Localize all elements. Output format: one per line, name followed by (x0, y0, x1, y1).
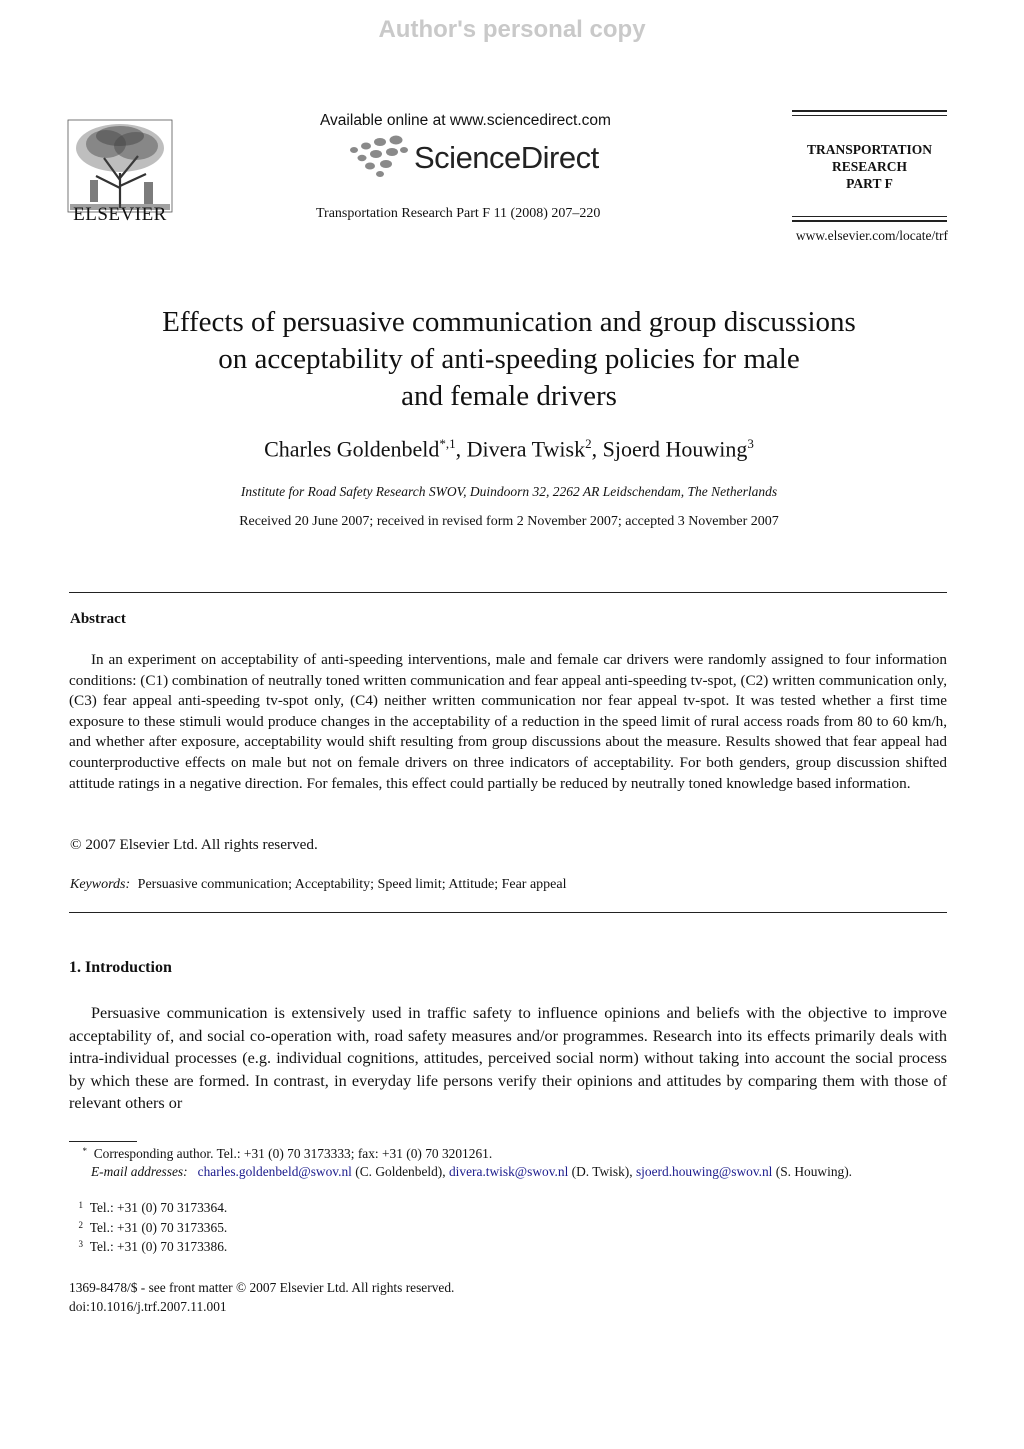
journal-url[interactable]: www.elsevier.com/locate/trf (795, 228, 948, 243)
keywords-text: Persuasive communication; Acceptability; Speed limit; Attitude; Fear appeal (137, 877, 567, 892)
email-link[interactable]: charles.goldenbeld@swov.nl (197, 1164, 352, 1179)
journal-rule-bottom (792, 220, 947, 222)
abstract-text: In an experiment on acceptability of anti-speeding interventions, male and female car drivers were randomly assigned to four information conditions: (C1) combination of neutrally toned written communication and fear appeal anti-speeding tv-spot, (C2) written communication only, (C3) fear appeal anti-speeding tv-spot only, (C4) neither written communication nor fear appeal tv-spot. It was tested whether a first time exposure to these stimuli would produce changes in the acceptability of a reduction in the speed limit of rural access roads from 80 to 60 km/h, and whether after exposure, acceptability would shift resulting from group discussions about the measure. Results showed that fear appeal had counterproductive effects on male but not on female drivers on three indicators of acceptability. For both genders, group discussion shifted attitude ratings in a negative direction. For females, this effect could partially be reduced by neutrally toned knowledge based information. (69, 651, 947, 792)
abstract-copyright: © 2007 Elsevier Ltd. All rights reserved. (70, 836, 318, 853)
author-affiliation-mark: *,1 (439, 436, 456, 451)
footnote-1: $^1$ Tel.: +31 (0) 70 3173364. (78, 1200, 228, 1215)
divider (69, 912, 947, 913)
journal-title: TRANSPORTATION RESEARCH PART F (806, 142, 933, 191)
divider (69, 592, 947, 593)
keywords-label: Keywords: (70, 877, 131, 892)
watermark: Author's personal copy (378, 16, 646, 43)
email-label: E-mail addresses: (91, 1164, 188, 1179)
footnote-emails: E-mail addresses: charles.goldenbeld@swov.nl (C. Goldenbeld), divera.twisk@swov.nl (D. Twisk), sjoerd.houwing@swov.nl (S. Houwing). (91, 1164, 853, 1179)
author-name: Charles Goldenbeld (264, 436, 440, 462)
footnote-3: $^3$ Tel.: +31 (0) 70 3173386. (78, 1239, 228, 1254)
available-online-text: Available online at www.sciencedirect.com (320, 112, 611, 129)
article-title: Effects of persuasive communication and group discussions on acceptability of anti-speeding policies for male and female drivers (162, 306, 856, 412)
journal-rule-bottom-thin (792, 216, 947, 217)
journal-reference: Transportation Research Part F 11 (2008) 207–220 (316, 206, 601, 221)
footnote-corresponding: * Corresponding author. Tel.: +31 (0) 70 3173333; fax: +31 (0) 70 3201261. (82, 1146, 493, 1161)
footnote-rule (69, 1141, 137, 1142)
affiliation: Institute for Road Safety Research SWOV, Duindoorn 32, 2262 AR Leidschendam, The Netherlands (240, 484, 778, 499)
section-heading-introduction: 1. Introduction (69, 959, 172, 976)
keywords (70, 877, 567, 893)
issn-line: 1369-8478/$ - see front matter © 2007 Elsevier Ltd. All rights reserved. (69, 1280, 455, 1295)
author-affiliation-mark: 3 (747, 436, 754, 451)
author-name: Divera Twisk (466, 436, 586, 462)
journal-rule-top (792, 110, 947, 112)
author-name: Sjoerd Houwing (602, 436, 748, 462)
sciencedirect-brand: ScienceDirect (414, 140, 599, 175)
publisher-name: ELSEVIER (73, 204, 167, 225)
introduction-text: Persuasive communication is extensively used in traffic safety to influence opinions and beliefs with the objective to improve acceptability of, and social co-operation with, road safety measures and/or programmes. Research into its effects primarily deals with intra-individual processes (e.g. individual cognitions, attitudes, perceived social norm) without taking into account the social process by which these are formed. In contrast, in everyday life persons verify their opinions and attitudes by comparing them with those of relevant others or (69, 1004, 947, 1113)
email-link[interactable]: sjoerd.houwing@swov.nl (635, 1164, 773, 1179)
author-list: Charles Goldenbeld$^{*,1}$, Divera Twisk$^2$, Sjoerd Houwing$^3$ (264, 436, 754, 462)
author-affiliation-mark: 2 (585, 436, 592, 451)
footnote-2: $^2$ Tel.: +31 (0) 70 3173365. (78, 1220, 228, 1235)
received-dates: Received 20 June 2007; received in revised form 2 November 2007; accepted 3 November 2007 (239, 514, 779, 529)
abstract-heading: Abstract (70, 611, 126, 627)
doi[interactable]: doi:10.1016/j.trf.2007.11.001 (69, 1299, 227, 1314)
journal-rule-top-thin (792, 115, 947, 116)
email-link[interactable]: divera.twisk@swov.nl (448, 1164, 569, 1179)
